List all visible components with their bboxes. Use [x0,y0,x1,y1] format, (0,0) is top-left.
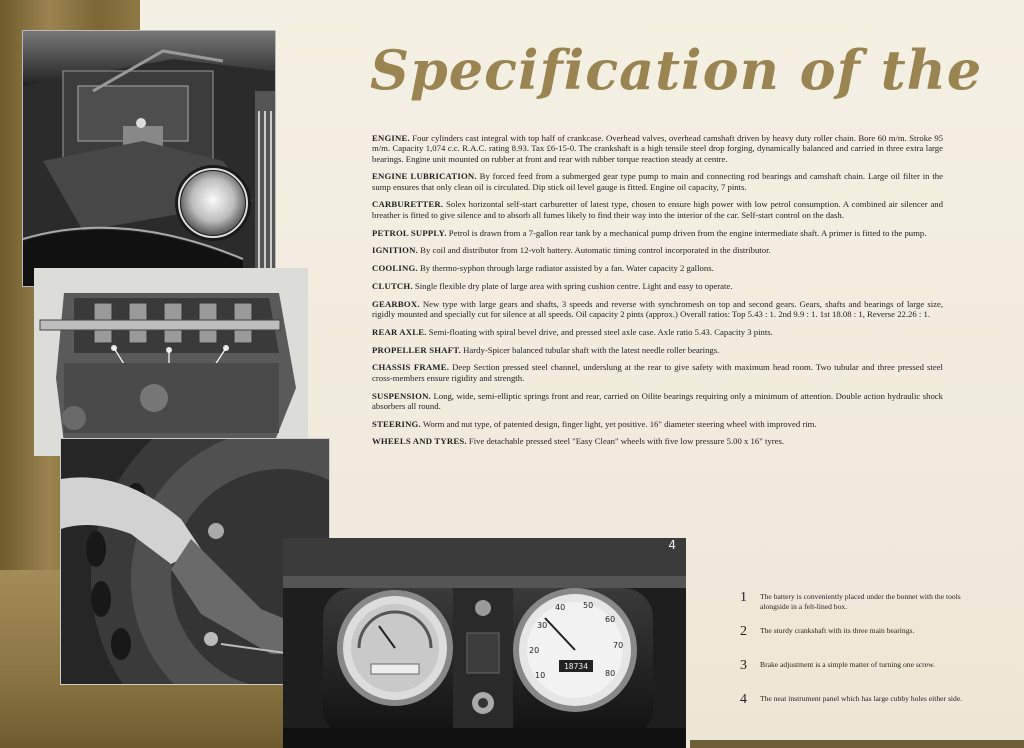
spec-label: SUSPENSION. [372,390,431,401]
spec-text: New type with large gears and shafts, 3 speeds and reverse with synchromesh on top and second gears. Gears, shafts and bearings of large size, rigidly mounted and specially cut for silence at all speeds. Oil capacity 2 pints (approx.) Overall ratios: Top 5.43 : 1. 2nd 9.9 : 1. 1st 18.08 : 1, Reverse 22.26 : 1. [372,298,944,320]
caption-item [740,626,972,648]
speedo-tick: 50 [583,601,594,610]
spec-clutch [372,281,943,291]
photo-captions [740,592,972,728]
speedo-tick: 60 [605,615,616,624]
spec-text: Long, wide, semi-elliptic springs front and rear, carried on Oilite bearings requiring only a minimum of attention. Double action hydraulic shock absorbers all round. [372,390,944,411]
spec-text: Deep Section pressed steel channel, underslung at the rear to give safety with maximum head room. Two tubular and three pressed steel cross-members ensure rigidity and strength. [372,362,943,383]
spec-gearbox [372,299,943,320]
spec-label: GEARBOX. [372,298,420,309]
page-title: Specification of the [370,38,983,103]
spec-label: COOLING. [372,263,418,274]
spec-ignition [372,245,943,255]
spec-text: Petrol is drawn from a 7-gallon rear tank by a mechanical pump driven from the engine intermediate shaft. A primer is fitted to the pump. [448,227,927,238]
spec-label: CARBURETTER. [372,199,444,210]
spec-text: Four cylinders cast integral with top half of crankcase. Overhead valves, overhead camshaft driven by heavy duty roller chain. Bore 60 m/m. Stroke 95 m/m. Capacity 1,074 c.c. R.A.C. rating 8.93. Tax £6-15-0. The crankshaft is a high tensile steel drop forging, dynamically balanced and carried in three extra large bearings. Engine unit mounted on rubber at front and rear with rubber torque reaction steady at centre. [372,133,944,164]
spec-wheels-and-tyres [372,436,943,446]
spec-label: ENGINE. [372,133,410,143]
speedo-tick: 80 [605,669,616,678]
spec-text: Single flexible dry plate of large area with spring cushion centre. Light and easy to operate. [414,280,733,291]
spec-engine [372,133,943,164]
spec-label: CHASSIS FRAME. [372,362,450,373]
spec-rear-axle [372,327,943,337]
spec-label: STEERING. [372,418,421,429]
spec-label: WHEELS AND TYRES. [372,436,467,447]
speedo-tick: 40 [555,603,566,612]
spec-propeller-shaft [372,345,943,355]
caption-text: The neat instrument panel which has large cubby holes either side. [760,694,963,703]
spec-text: By thermo-syphon through large radiator assisted by a fan. Water capacity 2 gallons. [419,263,714,274]
spec-cooling [372,263,943,273]
speedo-tick: 10 [535,671,546,680]
caption-text: Brake adjustment is a simple matter of turning one screw. [760,660,935,669]
page-edge [690,740,1024,748]
spec-text: Hardy-Spicer balanced tubular shaft with the latest needle roller bearings. [463,344,720,355]
photo-battery-engine-bay [22,30,276,287]
speedo-tick: 20 [529,646,540,655]
spec-label: CLUTCH. [372,280,413,291]
spec-text: Solex horizontal self-start carburetter of latest type, chosen to ensure high power with low petrol consumption. A combined air silencer and breather is fitted to give silence and to absorb all fumes likely to find their way into the interior of the car. Self-start control on the dash. [372,199,943,220]
caption-text: The sturdy crankshaft with its three main bearings. [760,626,915,635]
spec-suspension [372,391,943,412]
spec-text: By forced feed from a submerged gear type pump to main and connecting rod bearings and camshaft chain. Large oil filter in the sump ensures that only clean oil is circulated. Dip stick oil level gauge is fitted. Engine oil capacity, 7 pints. [372,171,944,192]
spec-text: Worm and nut type, of patented design, finger light, yet positive. 16" diameter steering wheel with improved rim. [422,418,817,429]
spec-steering [372,419,943,429]
spec-chassis-frame [372,362,943,383]
spec-label: ENGINE LUBRICATION. [372,171,477,182]
photo-instrument-panel [283,538,686,748]
caption-number: 4 [740,692,747,707]
spec-carburetter [372,199,943,220]
caption-number: 2 [740,624,747,639]
spec-text: Semi-floating with spiral bevel drive, and pressed steel axle case. Axle ratio 5.43. Capacity 3 pints. [428,326,773,337]
caption-text: The battery is conveniently placed under the bonnet with the tools alongside in a felt-lined box. [760,592,961,611]
caption-number: 3 [740,658,747,673]
spec-text: By coil and distributor from 12-volt battery. Automatic timing control incorporated in the distributor. [420,245,771,256]
odometer-reading: 18734 [563,662,589,671]
caption-number: 1 [740,590,747,605]
speedo-tick: 30 [537,621,548,630]
spec-label: PETROL SUPPLY. [372,227,447,238]
photo-crankshaft [34,268,308,456]
photo-number-4: 4 [668,538,676,552]
spec-label: REAR AXLE. [372,326,427,337]
speedo-tick: 70 [613,641,624,650]
spec-engine-lubrication [372,171,943,192]
spec-label: PROPELLER SHAFT. [372,344,461,355]
spec-petrol-supply [372,228,943,238]
caption-item [740,660,972,682]
caption-item [740,694,972,716]
spec-label: IGNITION. [372,245,418,256]
specification-list [372,133,943,454]
spec-text: Five detachable pressed steel "Easy Clean" wheels with five low pressure 5.00 x 16" tyres. [468,436,785,447]
caption-item [740,592,972,614]
